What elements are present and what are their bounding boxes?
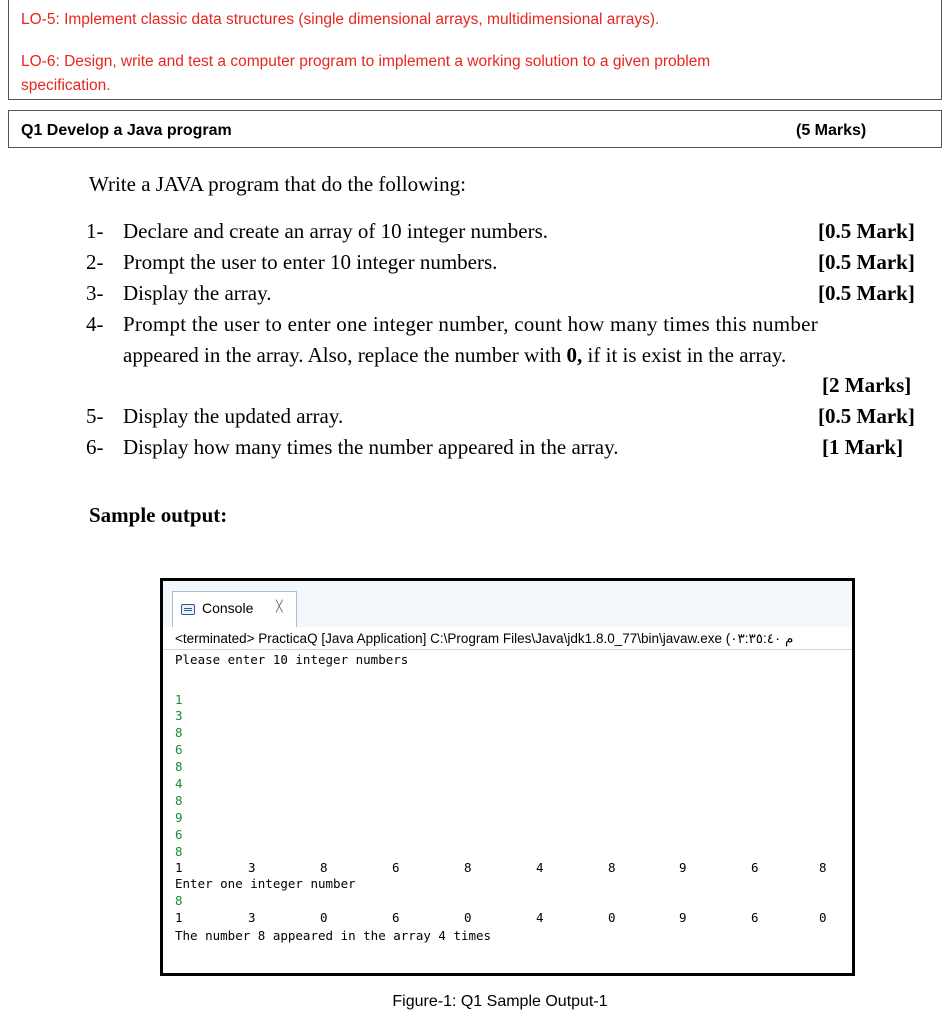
- task-number: 4-: [86, 312, 104, 336]
- array-cell: 0: [608, 910, 616, 925]
- array-cell: 6: [392, 860, 400, 875]
- array-cell: 3: [248, 910, 256, 925]
- console-prompt: Enter one integer number: [175, 876, 356, 891]
- console-input-line: 8: [175, 759, 183, 774]
- console-input-line: 8: [175, 893, 183, 908]
- close-icon[interactable]: ╳: [276, 600, 283, 613]
- task-mark: [0.5 Mark]: [818, 404, 915, 428]
- question-title: Q1 Develop a Java program: [21, 122, 232, 139]
- task-number: 5-: [86, 404, 104, 428]
- array-cell: 1: [175, 860, 183, 875]
- console-input-line: 1: [175, 692, 183, 707]
- task-text-line2-part2: if it is exist in the array.: [582, 343, 787, 367]
- task-mark: [0.5 Mark]: [818, 250, 915, 274]
- array-cell: 6: [751, 860, 759, 875]
- console-result: The number 8 appeared in the array 4 times: [175, 928, 492, 943]
- task-number: 2-: [86, 250, 104, 274]
- task-number: 3-: [86, 281, 104, 305]
- array-cell: 6: [751, 910, 759, 925]
- array-cell: 4: [536, 860, 544, 875]
- lo6-text-line1: LO-6: Design, write and test a computer program to implement a working solution to a given problem: [21, 53, 711, 70]
- array-cell: 0: [819, 910, 827, 925]
- task-text-line2: [123, 343, 786, 368]
- array-cell: 1: [175, 910, 183, 925]
- array-cell: 0: [464, 910, 472, 925]
- console-input-line: 4: [175, 776, 183, 791]
- console-tab-bar: [163, 581, 852, 627]
- learning-outcomes-box: [8, 0, 942, 100]
- console-input-line: 3: [175, 708, 183, 723]
- console-tab[interactable]: [172, 591, 297, 627]
- lo5-text: LO-5: Implement classic data structures (single dimensional arrays, multidimensional arrays).: [21, 11, 660, 28]
- array-cell: 8: [608, 860, 616, 875]
- task-text: Display the array.: [123, 281, 272, 305]
- task-text: Display how many times the number appeared in the array.: [123, 435, 619, 459]
- task-text-line2-part1: appeared in the array. Also, replace the number with: [123, 343, 567, 367]
- question-marks: (5 Marks): [796, 122, 867, 139]
- task-mark: [0.5 Mark]: [818, 219, 915, 243]
- console-divider: [163, 649, 852, 650]
- question-header: [8, 110, 942, 148]
- sample-output-label: Sample output:: [89, 503, 228, 527]
- console-input-line: 6: [175, 827, 183, 842]
- array-cell: 6: [392, 910, 400, 925]
- task-text: Declare and create an array of 10 integer numbers.: [123, 219, 549, 243]
- console-input-line: 8: [175, 725, 183, 740]
- task-mark: [0.5 Mark]: [818, 281, 915, 305]
- intro-text: Write a JAVA program that do the following:: [89, 172, 466, 196]
- array-cell: 9: [679, 910, 687, 925]
- console-status: <terminated> PracticaQ [Java Application] C:\Program Files\Java\jdk1.8.0_77\bin\javaw.exe (م ٠٣:٣٥:٤٠: [175, 631, 794, 646]
- task-text: Display the updated array.: [123, 404, 344, 428]
- console-input-line: 6: [175, 742, 183, 757]
- figure-caption: Figure-1: Q1 Sample Output-1: [392, 993, 608, 1010]
- task-text: Prompt the user to enter 10 integer numbers.: [123, 250, 498, 274]
- task-mark: [2 Marks]: [822, 373, 912, 397]
- console-input-line: 9: [175, 810, 183, 825]
- array-cell: 8: [819, 860, 827, 875]
- array-cell: 4: [536, 910, 544, 925]
- task-text-line1: Prompt the user to enter one integer number, count how many times this number: [123, 312, 818, 336]
- console-input-line: 8: [175, 793, 183, 808]
- task-number: 6-: [86, 435, 104, 459]
- task-number: 1-: [86, 219, 104, 243]
- console-tab-label: Console: [202, 600, 254, 616]
- console-prompt: Please enter 10 integer numbers: [175, 652, 409, 667]
- console-icon: [181, 604, 195, 615]
- console-input-line: 8: [175, 844, 183, 859]
- array-cell: 8: [464, 860, 472, 875]
- array-cell: 0: [320, 910, 328, 925]
- array-cell: 9: [679, 860, 687, 875]
- array-cell: 3: [248, 860, 256, 875]
- console-window: [160, 578, 855, 976]
- array-cell: 8: [320, 860, 328, 875]
- task-mark: [1 Mark]: [822, 435, 904, 459]
- task-text-line2-bold: 0,: [566, 343, 583, 367]
- lo6-text-line2: specification.: [21, 77, 111, 94]
